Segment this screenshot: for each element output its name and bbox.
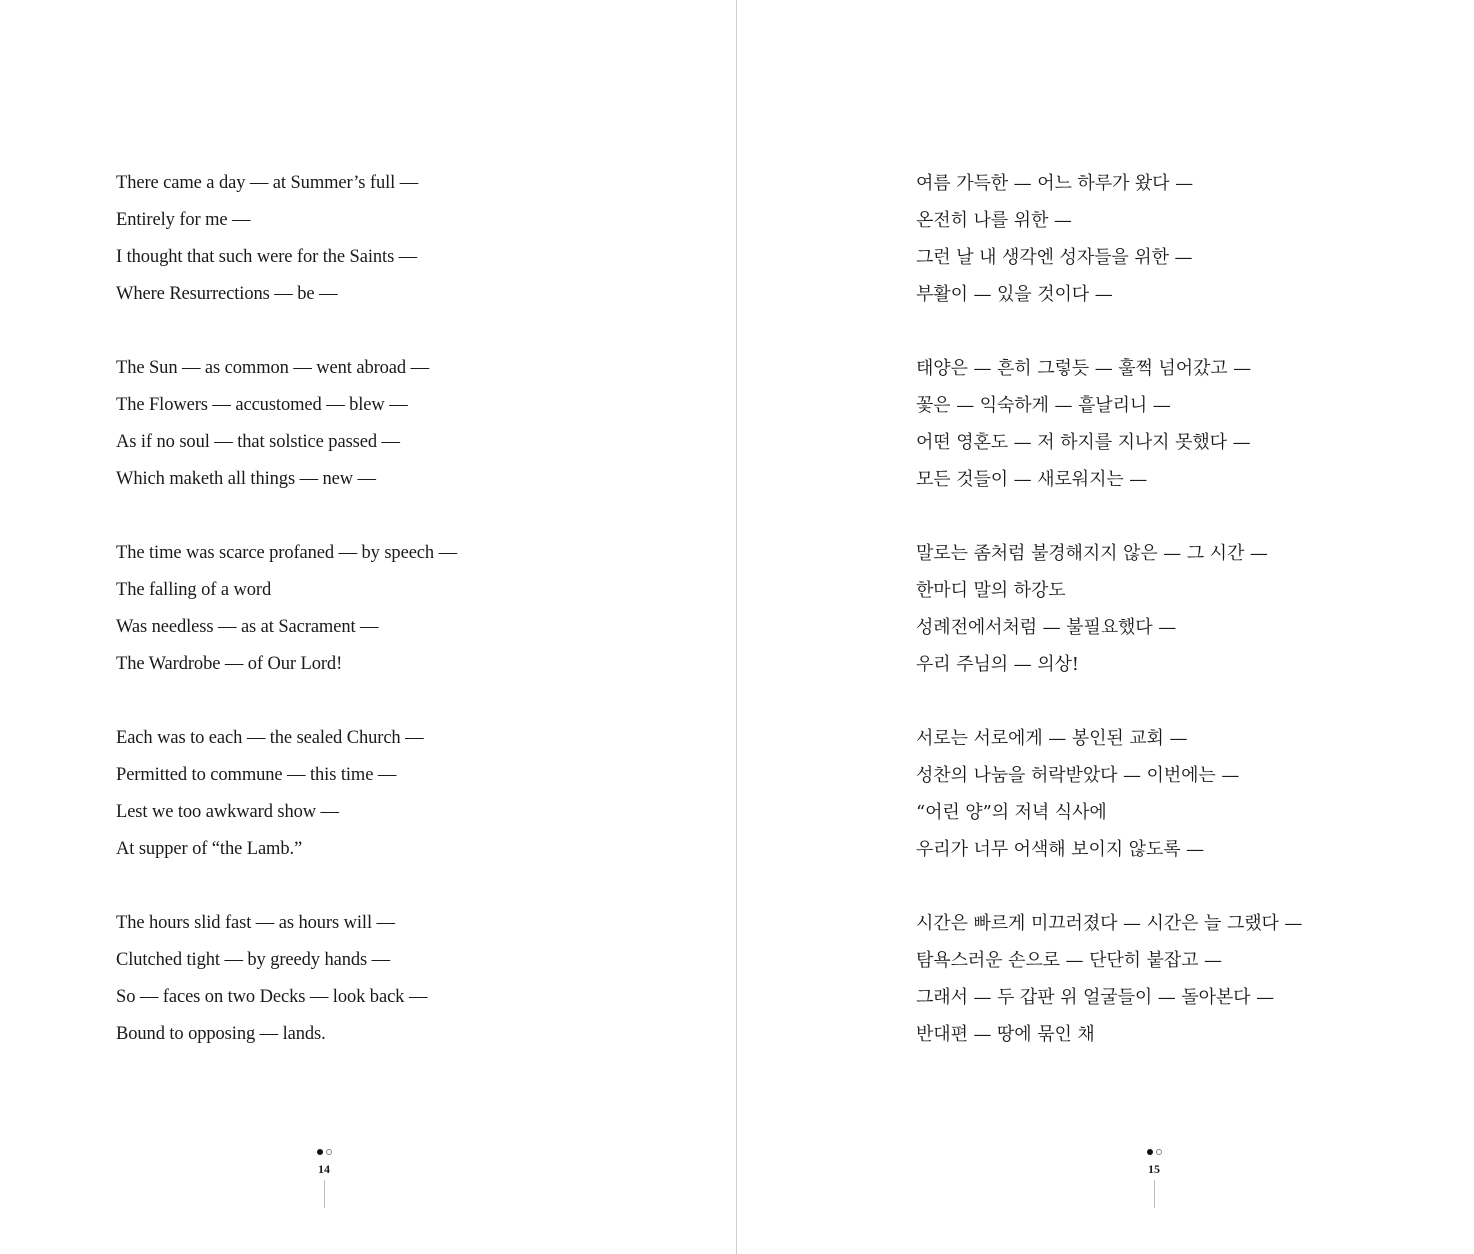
stanza	[116, 350, 457, 498]
page-indicator	[1134, 1146, 1174, 1158]
poem-line: Clutched tight — by greedy hands —	[116, 950, 391, 970]
stanza	[916, 535, 1302, 683]
stanza	[116, 720, 457, 868]
poem-line: 서로는 서로에게 — 봉인된 교회 —	[916, 728, 1188, 749]
poem-line: Bound to opposing — lands.	[116, 1024, 326, 1044]
poem-line: Each was to each — the sealed Church —	[116, 728, 424, 748]
poem-line: The hours slid fast — as hours will —	[116, 913, 395, 933]
empty-dot-icon	[326, 1149, 332, 1155]
page-number: 14	[318, 1162, 330, 1176]
poem-line: 성례전에서처럼 — 불필요했다 —	[916, 617, 1177, 638]
poem-line: 여름 가득한 — 어느 하루가 왔다 —	[916, 173, 1193, 194]
stanza	[916, 350, 1302, 498]
poem-line: 어떤 영혼도 — 저 하지를 지나지 못했다 —	[916, 432, 1251, 453]
poem-line: As if no soul — that solstice passed —	[116, 432, 400, 452]
poem-line: 그런 날 내 생각엔 성자들을 위한 —	[916, 247, 1193, 268]
folio-rule	[324, 1180, 325, 1208]
poem-line: There came a day — at Summer’s full —	[116, 173, 419, 193]
page-gutter	[736, 0, 737, 1254]
poem-line: 성찬의 나눔을 허락받았다 — 이번에는 —	[916, 765, 1240, 786]
poem-line: I thought that such were for the Saints —	[116, 247, 418, 267]
stanza	[116, 165, 457, 313]
poem-line: Was needless — as at Sacrament —	[116, 617, 379, 637]
poem-english	[116, 165, 457, 1090]
poem-line: 태양은 — 흔히 그렇듯 — 훌쩍 넘어갔고 —	[916, 358, 1252, 379]
poem-line: 우리가 너무 어색해 보이지 않도록 —	[916, 839, 1205, 860]
poem-line: The falling of a word	[116, 580, 272, 600]
poem-line: The time was scarce profaned — by speech —	[116, 543, 457, 563]
poem-line: The Sun — as common — went abroad —	[116, 358, 429, 378]
poem-line: 말로는 좀처럼 불경해지지 않은 — 그 시간 —	[916, 543, 1268, 564]
poem-line: Lest we too awkward show —	[116, 802, 339, 822]
filled-dot-icon	[317, 1149, 323, 1155]
right-page	[738, 0, 1474, 1254]
poem-line: So — faces on two Decks — look back —	[116, 987, 428, 1007]
poem-line: Permitted to commune — this time —	[116, 765, 397, 785]
page-number: 15	[1148, 1162, 1160, 1176]
poem-line: 꽃은 — 익숙하게 — 흩날리니 —	[916, 395, 1171, 416]
poem-line: 탐욕스러운 손으로 — 단단히 붙잡고 —	[916, 950, 1222, 971]
poem-line: The Flowers — accustomed — blew —	[116, 395, 408, 415]
stanza	[916, 720, 1302, 868]
stanza	[116, 535, 457, 683]
poem-line: The Wardrobe — of Our Lord!	[116, 654, 343, 674]
poem-line: 부활이 — 있을 것이다 —	[916, 284, 1113, 305]
stanza	[116, 905, 457, 1053]
poem-line: Where Resurrections — be —	[116, 284, 338, 304]
poem-line: 그래서 — 두 갑판 위 얼굴들이 — 돌아본다 —	[916, 987, 1274, 1008]
poem-line: 온전히 나를 위한 —	[916, 210, 1072, 231]
poem-line: 반대편 — 땅에 묶인 채	[916, 1024, 1095, 1045]
poem-line: At supper of “the Lamb.”	[116, 839, 303, 859]
poem-line: 한마디 말의 하강도	[916, 580, 1066, 601]
poem-line: 우리 주님의 — 의상!	[916, 654, 1079, 675]
poem-line: 시간은 빠르게 미끄러졌다 — 시간은 늘 그랬다 —	[916, 913, 1303, 934]
poem-line: Which maketh all things — new —	[116, 469, 376, 489]
empty-dot-icon	[1156, 1149, 1162, 1155]
page-indicator	[304, 1146, 344, 1158]
page-footer	[304, 1146, 344, 1208]
poem-line: “어린 양”의 저녁 식사에	[916, 802, 1107, 823]
page-footer	[1134, 1146, 1174, 1208]
filled-dot-icon	[1147, 1149, 1153, 1155]
poem-line: Entirely for me —	[116, 210, 251, 230]
poem-line: 모든 것들이 — 새로워지는 —	[916, 469, 1148, 490]
folio-rule	[1154, 1180, 1155, 1208]
stanza	[916, 165, 1302, 313]
poem-korean	[916, 165, 1302, 1090]
stanza	[916, 905, 1302, 1053]
